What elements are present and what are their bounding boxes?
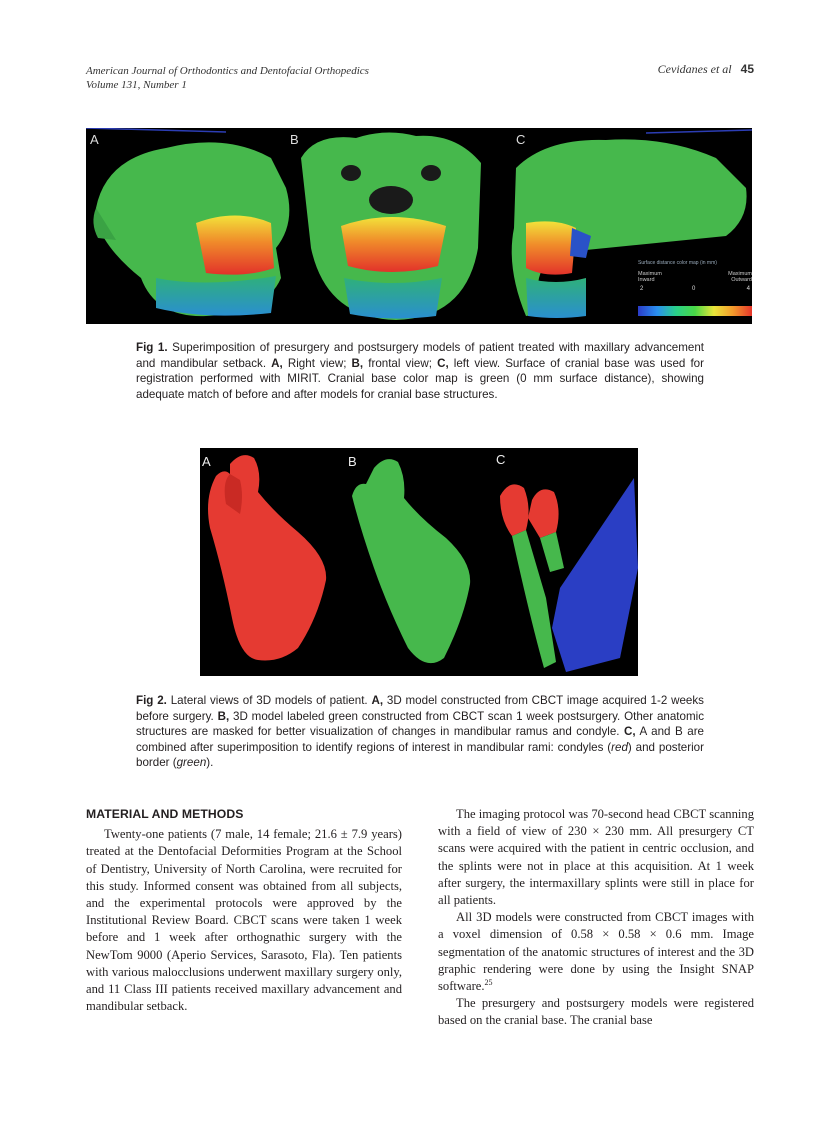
- fig1-panel-a-model: [93, 142, 289, 316]
- fig2-caption-red: red: [611, 740, 628, 754]
- fig1-reference-line-right: [646, 130, 752, 133]
- journal-title: American Journal of Orthodontics and Dentofacial Orthopedics: [86, 65, 369, 77]
- journal-volume: Volume 131, Number 1: [86, 79, 187, 91]
- fig1-caption-text: Superimposition of presurgery and postsurgery models of patient treated with maxillary advancement and mandibular setback.: [136, 341, 704, 370]
- fig1-label-c: C: [516, 132, 526, 147]
- fig1-reference-line-left: [86, 128, 226, 132]
- figure-2-caption: [136, 693, 704, 771]
- legend-value-right: 4: [746, 286, 750, 292]
- fig2-label-c: C: [496, 452, 506, 467]
- right-paragraph-3: The presurgery and postsurgery models were registered based on the cranial base. The cranial base: [438, 996, 754, 1028]
- legend-max-inward: Maximum Inward: [638, 271, 662, 283]
- fig2-caption-a-text: 3D model constructed from CBCT image acquired 1-2 weeks before surgery.: [136, 694, 704, 723]
- fig2-caption-a: A,: [371, 694, 384, 707]
- left-paragraph: Twenty-one patients (7 male, 14 female; 21.6 ± 7.9 years) treated at the Dentofacial Deformities Program at the School of Dentistry, University of North Carolina, were recruited for this study. Informed consent was obtained from all subjects, and the experimental protocols were approved by the Institutional Review Board. CBCT scans were taken 1 week before and 1 week after orthognathic surgery with the NewTom 9000 (Aperio Services, Sarasoto, Fla). Ten patients with various malocclusions underwent maxillary surgery only, and 11 Class III patients received maxillary advancement and mandibular setback.: [86, 827, 402, 1014]
- fig1-caption-a: A,: [271, 356, 283, 370]
- legend-max-outward: Maximum Outward: [728, 271, 752, 283]
- fig2-panel-b-model: [352, 459, 470, 663]
- fig2-panel-c-model: [500, 478, 638, 672]
- fig2-caption-text: Lateral views of 3D models of patient.: [170, 694, 372, 707]
- legend-color-bar: [638, 306, 752, 316]
- right-paragraph-2-text: All 3D models were constructed from CBCT images with a voxel dimension of 0.58 × 0.58 × 0.6 mm. Image segmentation of the anatomic structures of interest and the 3D graphic rendering were done by using the Insight SNAP software.: [438, 910, 754, 994]
- fig1-caption-a-text: Right view;: [282, 356, 352, 370]
- running-header-journal: [86, 64, 369, 92]
- fig2-caption-b-text: 3D model labeled green constructed from CBCT scan 1 week postsurgery. Other anatomic structures are masked for better visualization of changes in mandibular ramus and condyle.: [136, 709, 704, 739]
- fig1-label-b: B: [290, 132, 299, 147]
- right-column: [438, 806, 754, 1030]
- fig1-caption-label: Fig 1.: [136, 341, 168, 354]
- right-paragraph-1: The imaging protocol was 70-second head CBCT scanning with a field of view of 230 × 230 mm. All presurgery CT scans were acquired with the patient in centric occlusion, and the splints were not in place at this acquisition. At 1 week after surgery, the intermaxillary splints were still in place for all patients.: [438, 807, 754, 908]
- figure-2-render: [200, 448, 638, 676]
- fig1-caption-c: C,: [437, 356, 449, 370]
- fig2-caption-end: ).: [206, 756, 214, 770]
- section-heading: MATERIAL AND METHODS: [86, 807, 244, 821]
- fig1-caption-b: B,: [351, 356, 364, 370]
- left-column: [86, 806, 402, 1015]
- author-names: Cevidanes et al: [657, 62, 732, 76]
- fig2-panel-a-model: [208, 455, 326, 660]
- fig2-caption-b: B,: [217, 709, 230, 723]
- right-paragraph-2: [438, 909, 754, 995]
- fig2-caption-label: Fig 2.: [136, 694, 167, 707]
- figure-1-image: [86, 128, 752, 324]
- running-header-author: [658, 62, 754, 77]
- fig2-caption-c-text: A and B are combined after superimposition to identify regions of interest in mandibular rami: condyles (: [136, 725, 705, 754]
- fig1-panel-b-model: [301, 132, 481, 320]
- fig2-caption-mid: ) and posterior border (: [136, 740, 704, 770]
- page-number: 45: [740, 62, 754, 76]
- figure-1-caption: [136, 340, 704, 402]
- fig1-caption-c-text: left view. Surface of cranial base was used for registration performed with MIRIT. Cranial base color map is green (0 mm surface distance), showing adequate match of before and after models for cranial base structures.: [136, 356, 704, 401]
- fig2-caption-green: green: [176, 756, 207, 770]
- fig1-caption-b-text: frontal view;: [363, 356, 438, 370]
- legend-value-mid: 0: [692, 286, 696, 292]
- fig1-label-a: A: [90, 132, 99, 147]
- legend-value-left: 2: [640, 286, 644, 292]
- color-map-legend: [638, 260, 752, 324]
- fig2-label-b: B: [348, 454, 357, 469]
- legend-title: Surface distance color map (in mm): [638, 260, 717, 266]
- figure-2-image: [200, 448, 638, 676]
- reference-superscript[interactable]: 25: [484, 977, 493, 987]
- fig2-caption-c: C,: [624, 725, 636, 739]
- fig2-label-a: A: [202, 454, 211, 469]
